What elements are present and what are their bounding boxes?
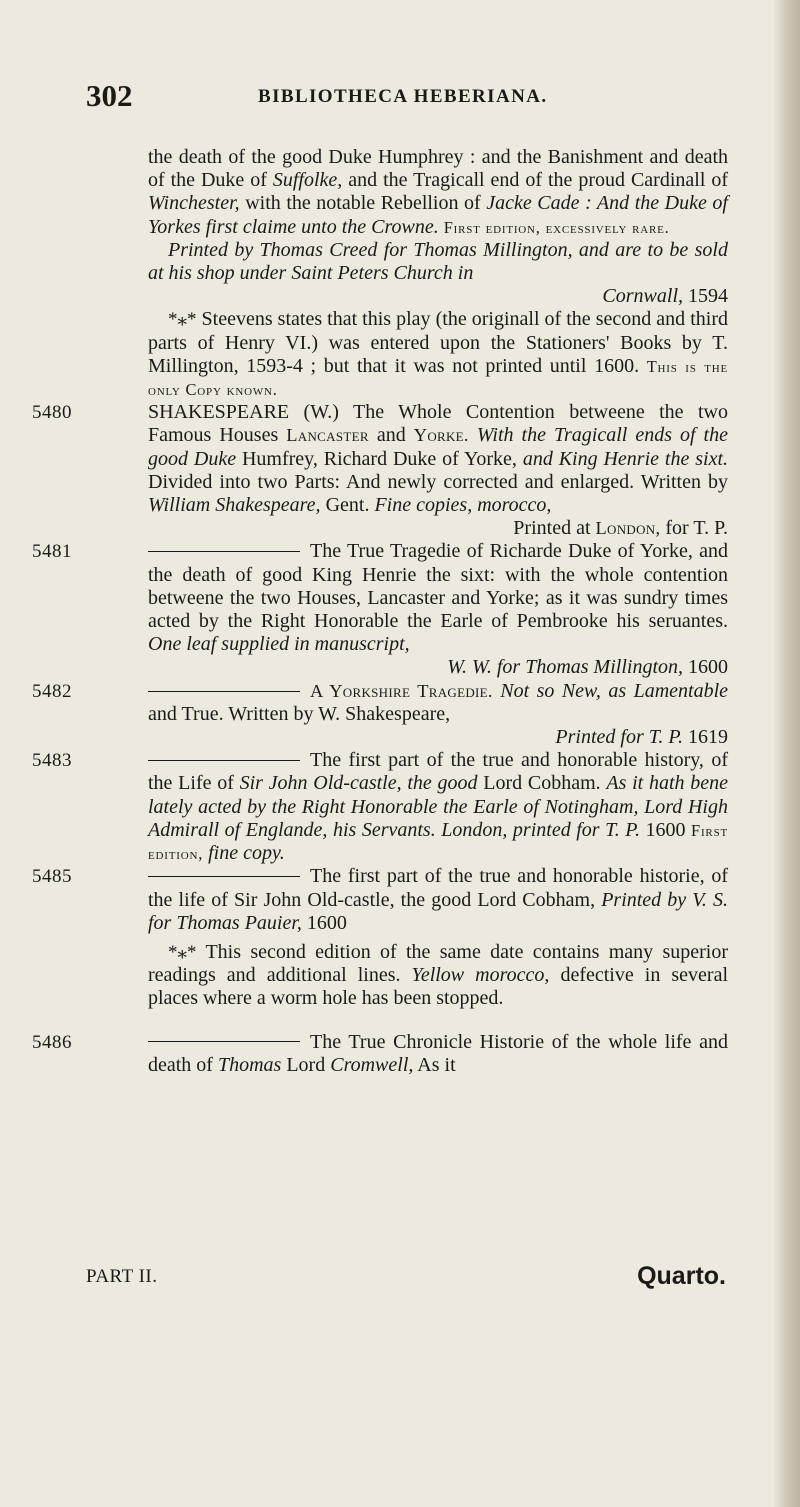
lot-number: 5486 xyxy=(32,1031,72,1053)
page-footer xyxy=(86,1262,726,1296)
running-header xyxy=(86,78,726,118)
entry-title: The first part of the true and honorable history, of the Life of Sir John Old-castle, the good Lord Cobham. As it hath bene lately acted by the Right Honorable the Earle of Notingham, Lord High Admirall of Englande, his Servants. London, printed for T. P. 1600 First edition, fine copy. xyxy=(148,749,728,865)
entry-note: *⁎* This second edition of the same date contains many superior readings and additional lines. Yellow morocco, defective in several places where a worm hole has been stopped. xyxy=(148,940,728,1010)
entry-author: SHAKESPEARE (W.) xyxy=(148,401,339,424)
entry-imprint: Printed for T. P. 1619 xyxy=(555,726,728,749)
entry-imprint: Printed at London, for T. P. xyxy=(513,517,728,540)
asterism-icon: *⁎* xyxy=(168,309,197,331)
entry-5480 xyxy=(32,401,729,540)
entry-title: The True Tragedie of Richarde Duke of Yorke, and the death of good King Henrie the sixt: with the whole contention betweene the two Houses, Lancaster and Yorke; as it was sundry times acted by the Right Honorable the Earle of Pembrooke his seruantes. One leaf supplied in manuscript, xyxy=(148,540,728,656)
edition-note: First edition, excessively rare. xyxy=(443,217,670,237)
entry-title: The first part of the true and honorable historie, of the life of Sir John Old-castle, the good Lord Cobham, Printed by V. S. for Thomas Pauier, 1600 xyxy=(148,865,729,934)
continued-entry-title: the death of the good Duke Humphrey : and the Banishment and death of the Duke of Suffolke, and the Tragicall end of the proud Cardinall of Winchester, with the notable Rebellion of Jacke Cade : And the Duke of Yorkes first claime unto the Crowne. First edition, excessively rare. xyxy=(148,146,728,238)
ditto-rule xyxy=(148,1041,300,1042)
lot-number: 5485 xyxy=(32,866,72,888)
lot-number: 5483 xyxy=(32,750,72,772)
running-title: BIBLIOTHECA HEBERIANA. xyxy=(258,86,548,107)
entry-5481 xyxy=(32,540,728,679)
entry-5483 xyxy=(32,749,728,865)
entry-title: The True Chronicle Historie of the whole life and death of Thomas Lord Cromwell, As it xyxy=(148,1030,728,1076)
signature-mark: PART II. xyxy=(86,1266,158,1287)
lot-number: 5482 xyxy=(32,680,72,702)
lot-number: 5481 xyxy=(32,541,72,563)
ditto-rule xyxy=(148,551,300,552)
entry-imprint: W. W. for Thomas Millington, 1600 xyxy=(447,656,728,679)
entry-5486 xyxy=(32,1030,728,1077)
entry-5485 xyxy=(32,865,729,1010)
catchword: Quarto. xyxy=(637,1262,726,1290)
continued-entry-imprint-end: Cornwall, 1594 xyxy=(602,285,728,308)
ditto-rule xyxy=(148,691,300,692)
ditto-rule xyxy=(148,876,300,877)
entry-title: SHAKESPEARE (W.) The Whole Contention betweene the two Famous Houses Lancaster and Yorke. With the Tragicall ends of the good Duke Humfrey, Richard Duke of Yorke, and King Henrie the sixt. Divided into two Parts: And newly corrected and enlarged. Written by William Shakespeare, Gent. Fine copies, morocco, xyxy=(148,401,729,517)
entry-title: A Yorkshire Tragedie. Not so New, as Lamentable and True. Written by W. Shakespeare, xyxy=(148,679,729,725)
continued-entry-note: *⁎* Steevens states that this play (the originall of the second and third parts of Henry VI.) was entered upon the Stationers' Books by T. Millington, 1593-4 ; but that it was not printed until 1600. This is the only Copy known. xyxy=(148,308,728,400)
lot-number: 5480 xyxy=(32,402,72,424)
continued-entry xyxy=(148,146,728,401)
ditto-rule xyxy=(148,760,300,761)
page-number: 302 xyxy=(86,78,133,113)
entry-5482 xyxy=(32,679,729,750)
asterism-icon: *⁎* xyxy=(168,941,197,963)
catalogue-text xyxy=(32,146,729,1077)
continued-entry-imprint: Printed by Thomas Creed for Thomas Millington, and are to be sold at his shop under Saint Peters Church in xyxy=(148,238,728,285)
